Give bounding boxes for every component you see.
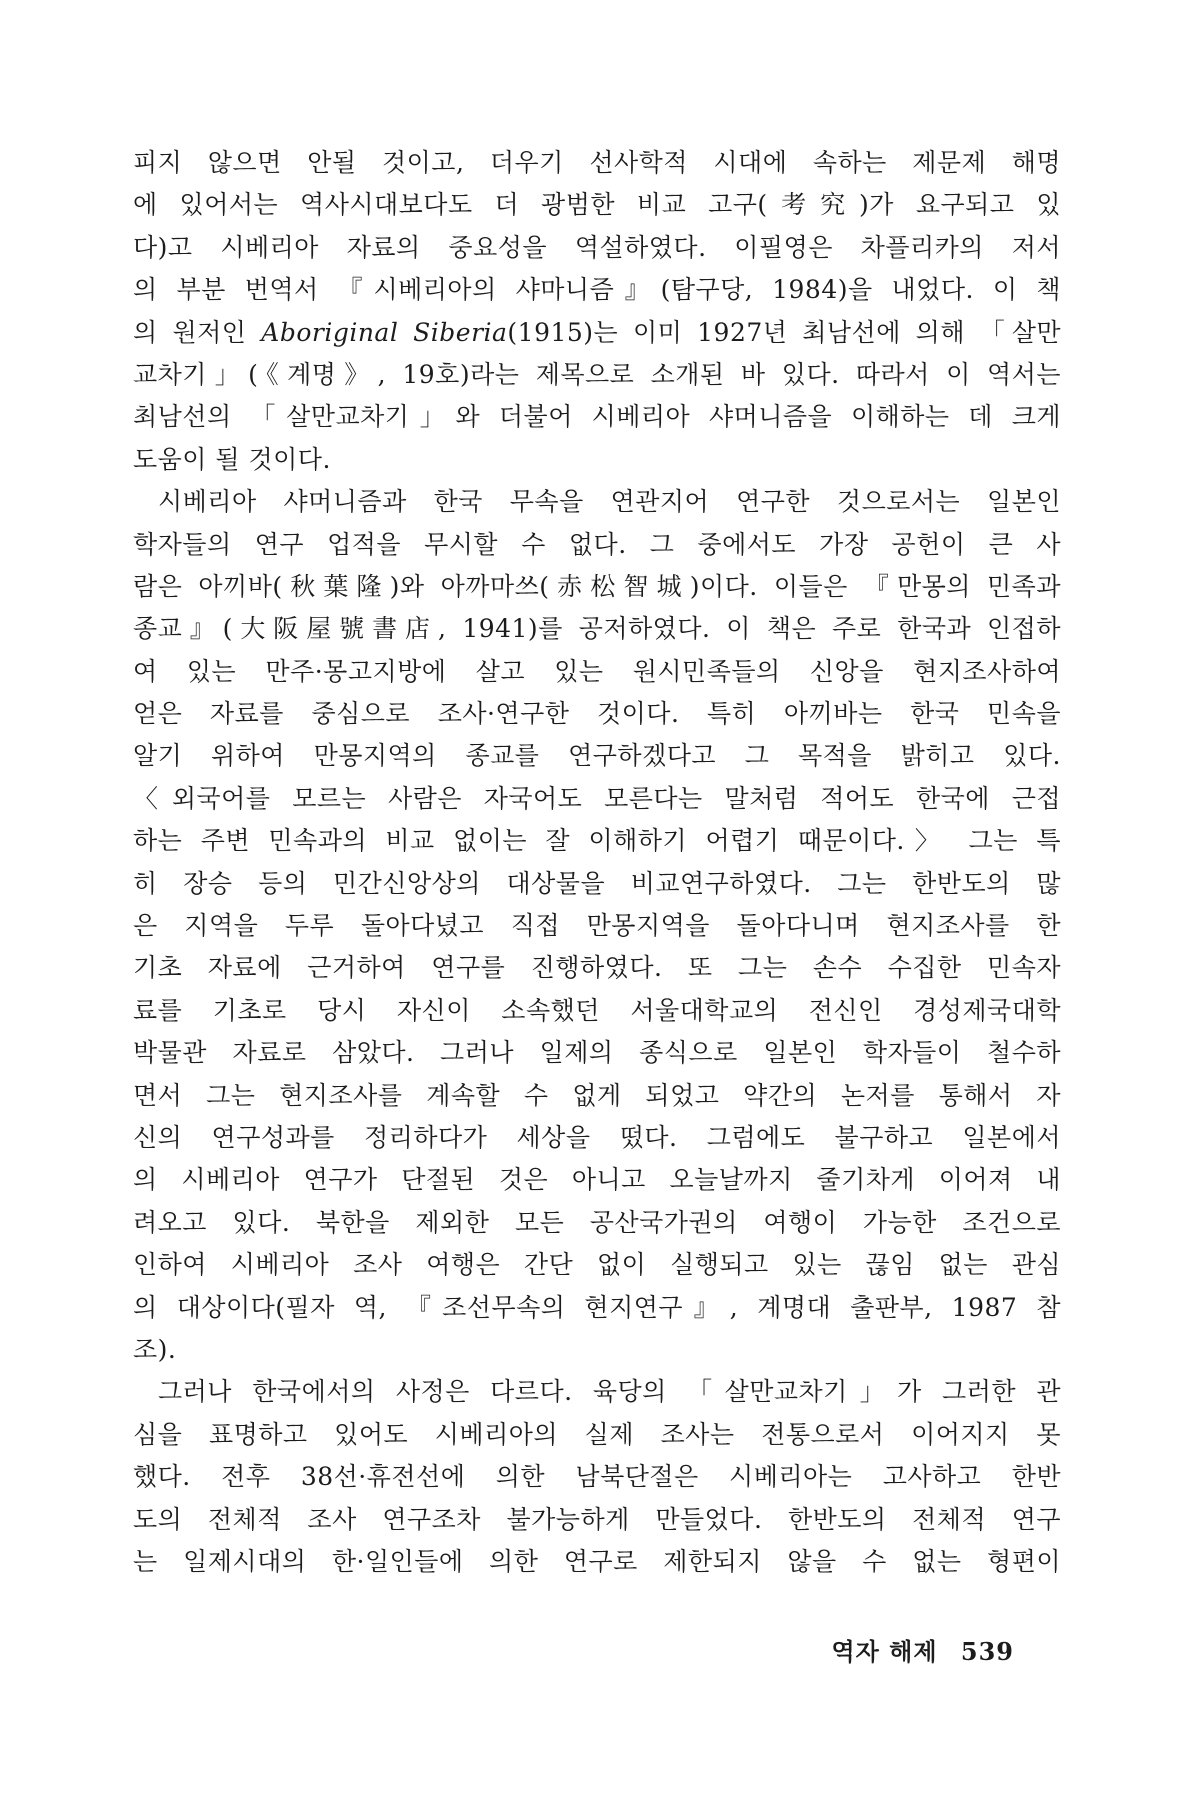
text-line: 최남선의 「살만교차기」와 더불어 시베리아 샤머니즘을 이해하는 데 크게 xyxy=(133,402,1061,432)
text-line: 종교』(大阪屋號書店, 1941)를 공저하였다. 이 책은 주로 한국과 인접하 xyxy=(133,614,1061,644)
page-footer xyxy=(831,1632,1014,1667)
text-line: 의 시베리아 연구가 단절된 것은 아니고 오늘날까지 줄기차게 이어져 내 xyxy=(133,1165,1061,1195)
text-line: 면서 그는 현지조사를 계속할 수 없게 되었고 약간의 논저를 통해서 자 xyxy=(133,1080,1061,1110)
text-line: 피지 않으면 안될 것이고, 더우기 선사학적 시대에 속하는 제문제 해명 xyxy=(133,148,1061,177)
body-text xyxy=(133,142,1061,1583)
text-line: 히 장승 등의 민간신앙상의 대상물을 비교연구하였다. 그는 한반도의 많 xyxy=(133,868,1061,898)
text-line: 박물관 자료로 삼았다. 그러나 일제의 종식으로 일본인 학자들이 철수하 xyxy=(133,1038,1061,1068)
text-line: 는 일제시대의 한·일인들에 의한 연구로 제한되지 않을 수 없는 형편이 xyxy=(133,1546,1061,1576)
text-line: 교차기」(《계명》, 19호)라는 제목으로 소개된 바 있다. 따라서 이 역서는 xyxy=(133,359,1061,389)
text-line: 〈외국어를 모르는 사람은 자국어도 모른다는 말처럼 적어도 한국에 근접 xyxy=(133,783,1061,813)
text-line: 신의 연구성과를 정리하다가 세상을 떴다. 그럼에도 불구하고 일본에서 xyxy=(133,1122,1061,1152)
text-line: 얻은 자료를 중심으로 조사·연구한 것이다. 특히 아끼바는 한국 민속을 xyxy=(133,699,1061,729)
page-number: 539 xyxy=(960,1637,1014,1666)
text-line: 의 부분 번역서 『시베리아의 샤마니즘』(탐구당, 1984)을 내었다. 이 책 xyxy=(133,275,1061,305)
text-line: 시베리아 샤머니즘과 한국 무속을 연관지어 연구한 것으로서는 일본인 xyxy=(158,487,1061,517)
text-line: 조). xyxy=(133,1334,177,1364)
text-line: 기초 자료에 근거하여 연구를 진행하였다. 또 그는 손수 수집한 민속자 xyxy=(133,953,1061,983)
text-line: 료를 기초로 당시 자신이 소속했던 서울대학교의 전신인 경성제국대학 xyxy=(133,995,1061,1025)
book-title-italic: Aboriginal Siberia xyxy=(261,317,508,347)
text-line: 했다. 전후 38선·휴전선에 의한 남북단절은 시베리아는 고사하고 한반 xyxy=(133,1462,1061,1492)
text-line: 의 대상이다(필자 역, 『조선무속의 현지연구』, 계명대 출판부, 1987 참 xyxy=(133,1292,1061,1322)
text-line: 의 원저인 Aboriginal Siberia(1915)는 이미 1927년 최남선에 의해 「살만 xyxy=(133,317,1061,347)
running-footer-title: 역자 해제 xyxy=(831,1637,938,1666)
text-line: 은 지역을 두루 돌아다녔고 직접 만몽지역을 돌아다니며 현지조사를 한 xyxy=(133,911,1061,941)
text-line: 려오고 있다. 북한을 제외한 모든 공산국가권의 여행이 가능한 조건으로 xyxy=(133,1207,1061,1237)
text-line: 여 있는 만주·몽고지방에 살고 있는 원시민족들의 신앙을 현지조사하여 xyxy=(133,656,1061,686)
text-line: 학자들의 연구 업적을 무시할 수 없다. 그 중에서도 가장 공헌이 큰 사 xyxy=(133,529,1061,559)
text-line: 다)고 시베리아 자료의 중요성을 역설하였다. 이필영은 차플리카의 저서 xyxy=(133,232,1061,262)
text-line: 알기 위하여 만몽지역의 종교를 연구하겠다고 그 목적을 밝히고 있다. xyxy=(133,741,1061,771)
text-line: 람은 아끼바(秋葉隆)와 아까마쓰(赤松智城)이다. 이들은 『만몽의 민족과 xyxy=(133,571,1061,601)
text-line: 도움이 될 것이다. xyxy=(133,444,331,474)
text-line: 하는 주변 민속과의 비교 없이는 잘 이해하기 어렵기 때문이다.〉 그는 특 xyxy=(133,826,1061,856)
text-line: 에 있어서는 역사시대보다도 더 광범한 비교 고구(考究)가 요구되고 있 xyxy=(133,190,1061,220)
text-line: 심을 표명하고 있어도 시베리아의 실제 조사는 전통으로서 이어지지 못 xyxy=(133,1419,1061,1449)
text-line: 도의 전체적 조사 연구조차 불가능하게 만들었다. 한반도의 전체적 연구 xyxy=(133,1504,1061,1534)
text-line: 그러나 한국에서의 사정은 다르다. 육당의 「살만교차기」가 그러한 관 xyxy=(158,1377,1061,1407)
text-line: 인하여 시베리아 조사 여행은 간단 없이 실행되고 있는 끊임 없는 관심 xyxy=(133,1250,1061,1280)
